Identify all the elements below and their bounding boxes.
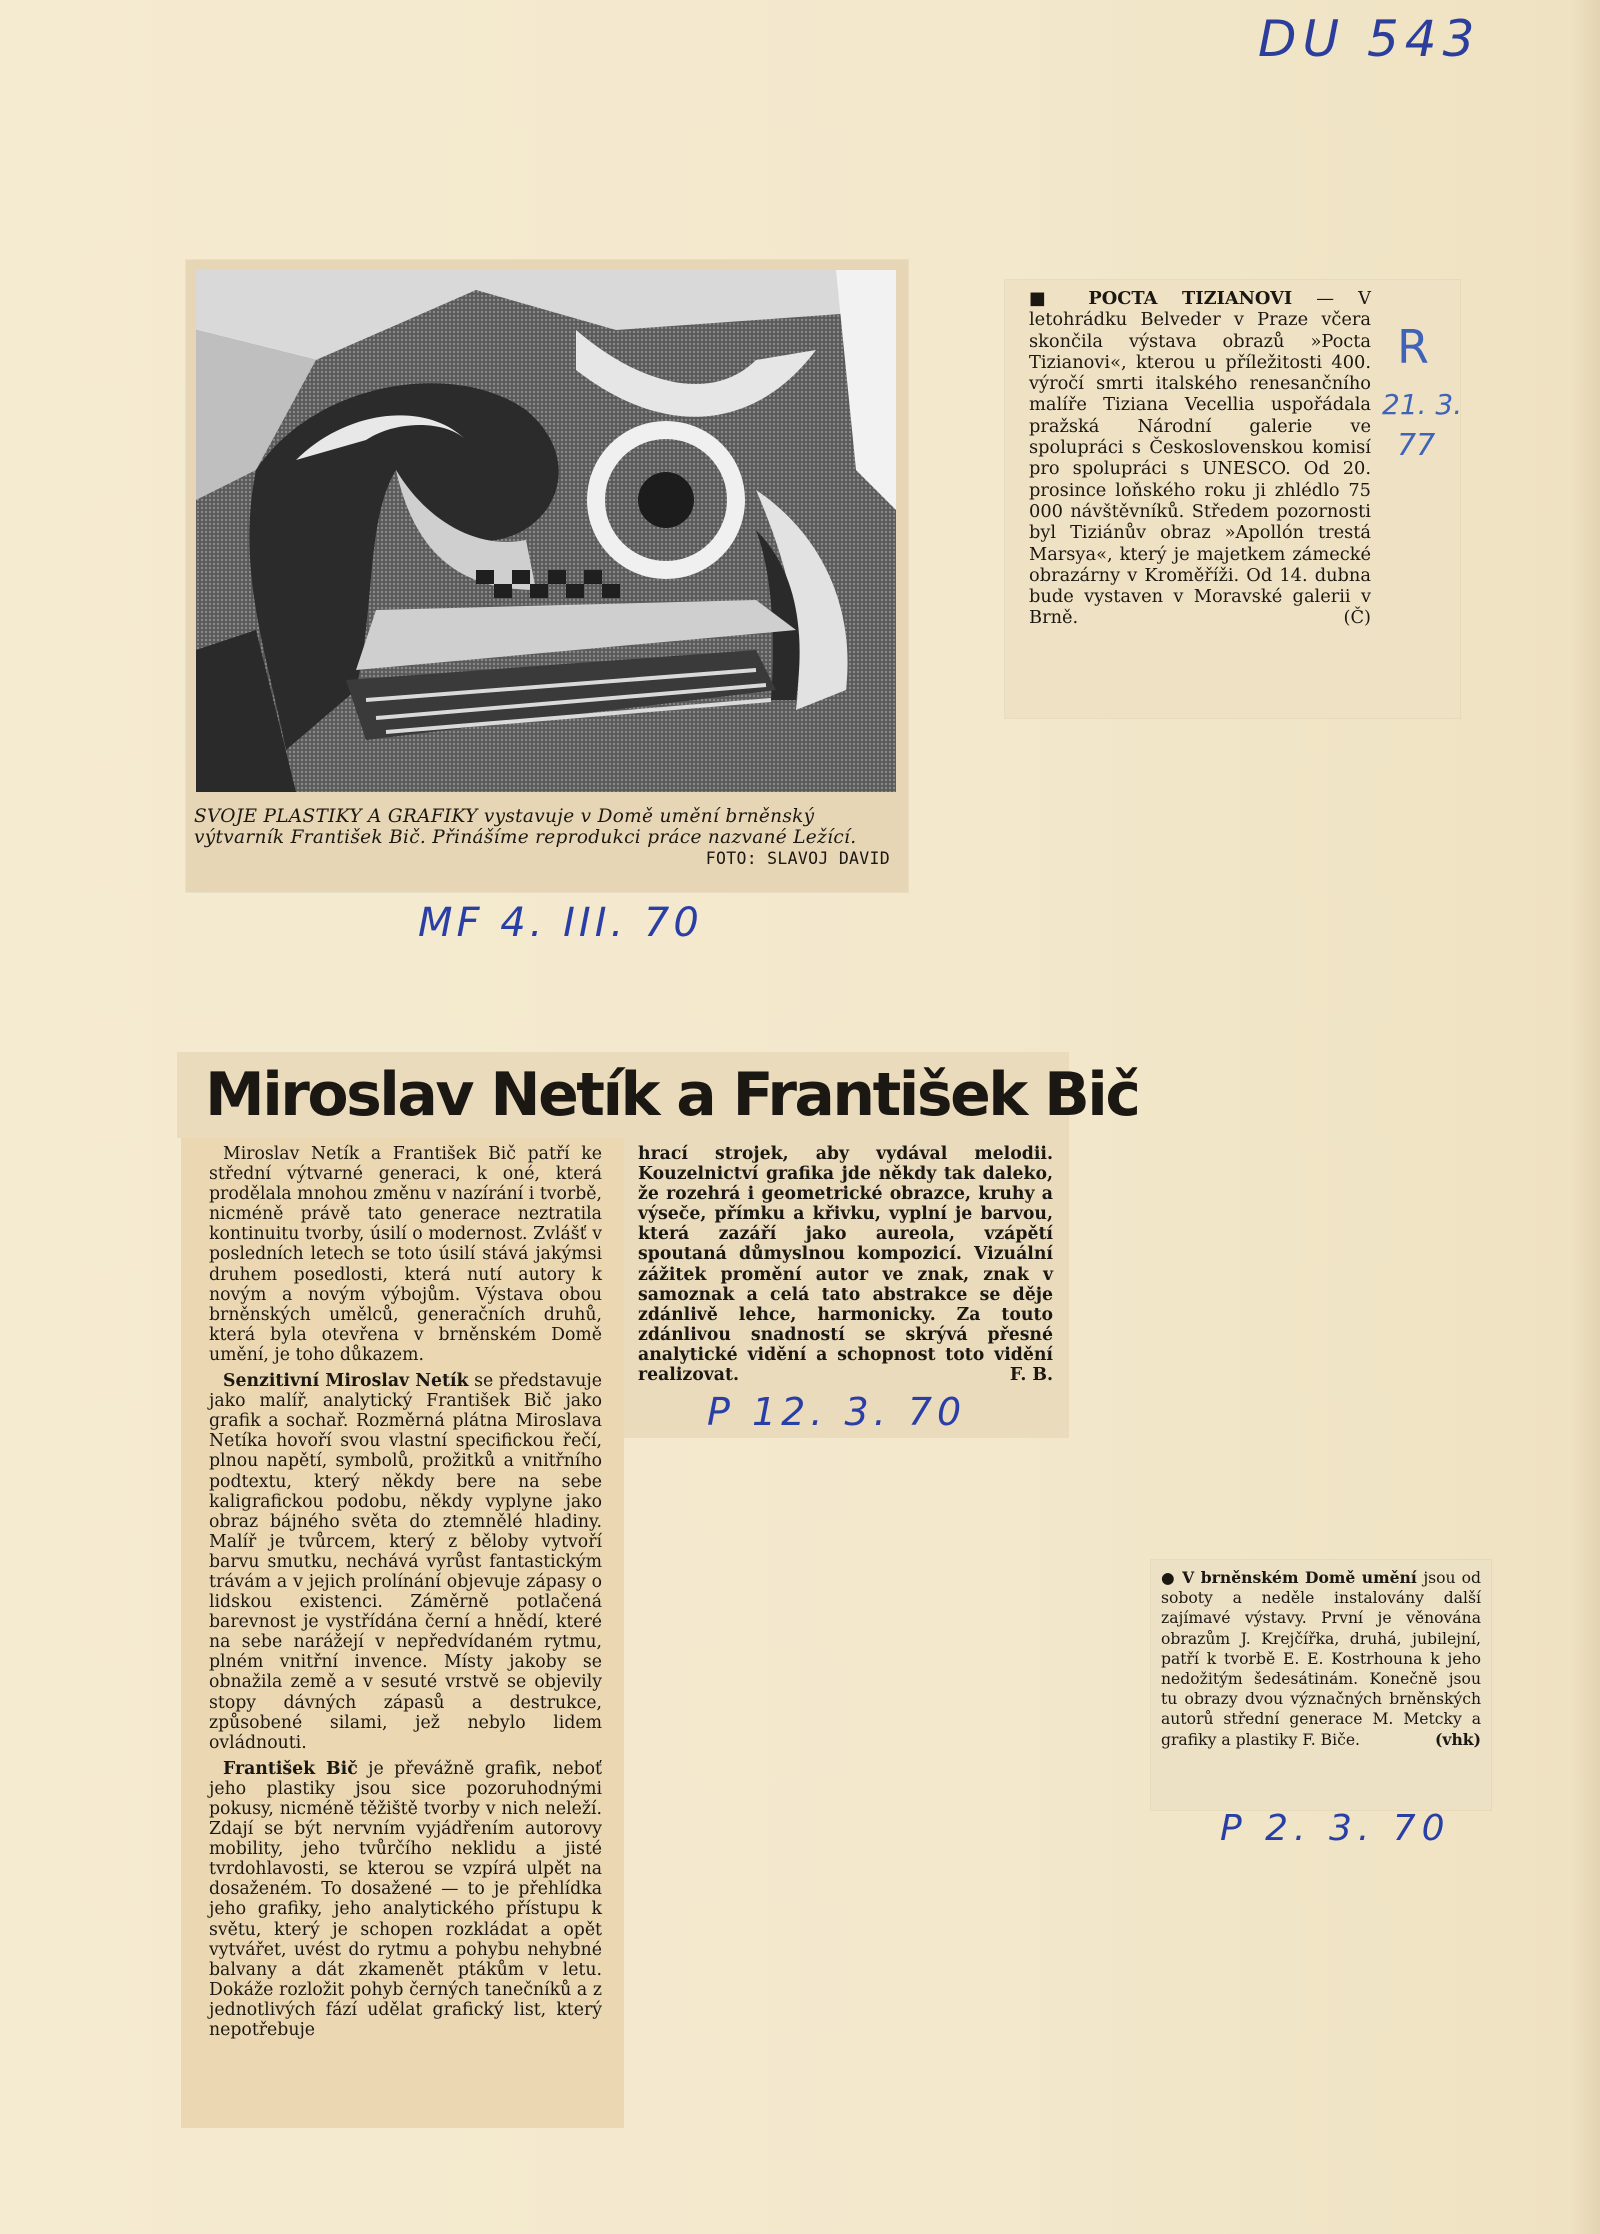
photo-caption [194,806,894,868]
article-column-left [181,1138,624,2128]
archive-mark: DU 543 [1258,10,1481,68]
artwork-reproduction-photo [196,270,896,792]
article-paragraph: Miroslav Netík a František Bič patří ke střední výtvarné generaci, k oné, která prodělala mnohou změnu v nazírání i tvorbě, nicméně právě tato generace neztratila kontinuitu tvorby, úsilí o modernost. Zvlášť v posledních letech se toto úsilí stává jakýmsi druhem posedlosti, která nutí autory k novým a novým výbojům. Výstava obou brněnských umělců, generačních druhů, která byla otevřena v brněnském Domě umění, je toho důkazem. [209,1144,602,1365]
photo-clipping [186,260,908,892]
notice-body: jsou od soboty a neděle instalovány další zajímavé výstavy. První je věnována obrazům J. Krejčířka, druhá, jubilejní, patří k tvorbě E. E. Kostrhouna k jeho nedožitým šedesátinám. Konečně jsou tu obrazy dvou význačných brněnských autorů střední generace M. Metcky a grafiky a plastiky F. Biče. [1161,1569,1481,1749]
notice-lead: V brněnském Domě umění [1182,1568,1417,1587]
dum-umeni-notice-clipping [1151,1560,1491,1810]
article-headline: Miroslav Netík a František Bič [177,1052,1069,1138]
article-paragraph [638,1144,1053,1385]
page-edge-shadow [1570,0,1600,2234]
photo-caption-lead: SVOJE PLASTIKY A GRAFIKY [194,806,478,827]
pocta-handwritten-source: R [1397,320,1429,374]
pocta-handwritten-date-1: 21. 3. [1382,388,1463,421]
photo-clipping-handwritten-date: MF 4. III. 70 [418,900,703,946]
pocta-tizianovi-lead: POCTA TIZIANOVI [1088,288,1293,309]
article-paragraph-body: se představuje jako malíř, analytický František Bič jako grafik a sochař. Rozměrná plátna Miroslava Netíka hovoří svou vlastní specifickou řečí, plnou napětí, symbolů, prožitků a vnitřního podtextu, který někdy bere na sebe kaligrafickou podobu, někdy vyplyne jako obraz bájného světa do ztemnělé hladiny. Malíř je tvůrcem, který z běloby vytvoří barvu smutku, nechává vyrůst fantastickým trávám a v jejich prolínání objevuje zápasy o lidskou existenci. Záměrně potlačená barevnost je vystřídána černí a hnědí, které na sebe narážejí v nepředvídaném rytmu, plném vnitřní invence. Místy jakoby se obnažila země a v sesuté vrstvě se objevily stopy dávných zápasů a destrukce, způsobené silami, jež nebylo lidem ovládnouti. [209,1371,603,1753]
article-signature: F. B. [1009,1365,1053,1386]
artwork-image [196,270,896,792]
article-clipping [177,1052,1139,2128]
pocta-handwritten-date-2: 77 [1397,428,1436,463]
notice-signature: (vhk) [1435,1729,1481,1749]
pocta-tizianovi-body: — V letohrádku Belveder v Praze včera skončila výstava obrazů »Pocta Tizianovi«, kterou u příležitosti 400. výročí smrti italského renesančního malíře Tiziana Vecellia uspořádala pražská Národní galerie ve spolupráci s Československou komisí pro spolupráci s UNESCO. Od 20. prosince loňského roku ji zhlédlo 75 000 návštěvníků. Středem pozornosti byl Tiziánův obraz »Apollón trestá Marsya«, který je majetkem zámecké obrazárny v Kroměříži. Od 14. dubna bude vystaven v Moravské galerii v Brně. [1029,288,1372,629]
article-paragraph-body: je převážně grafik, neboť jeho plastiky jsou sice pozoruhodnými pokusy, nicméně těžiště tvorby v nich neleží. Zdají se být nervním vyjádřením autorovy mobility, jeho tvůrčího neklidu a jisté tvrdohlavosti, se kterou se vzpírá ulpět na dosaženém. To dosažené — to je přehlídka jeho grafiky, jeho analytického přístupu k světu, který je schopen rozkládat a opět vytvářet, uvést do rytmu a pohybu nehybné balvany a dát zkamenět ptákům v letu. Dokáže rozložit pohyb černých tanečníků a z jednotlivých fází udělat grafický list, který nepotřebuje [209,1758,603,2041]
article-handwritten-date: P 12. 3. 70 [707,1390,967,1434]
pocta-tizianovi-text [1029,288,1371,629]
article-paragraph-body: hrací strojek, aby vydával melodii. Kouzelnictví grafika jde někdy tak daleko, že rozehrá i geometrické obrazce, kruhy a výseče, přímku a křivku, vyplní je barvou, která zazáří jako aureola, vzápětí spoutaná důmyslnou kompozicí. Vizuální zážitek promění autor ve znak, znak v samoznak a celá tato abstrakce se děje zdánlivě lehce, harmonicky. Za touto zdánlivou snadností se skrývá přesné analytické vidění a schopnost toto vidění realizovat. [638,1144,1053,1386]
article-paragraph [209,1759,602,2040]
notice-text [1161,1568,1481,1750]
bullet-dot-icon: ● [1161,1568,1183,1587]
article-paragraph-lead: Senzitivní Miroslav Netík [223,1371,469,1392]
pocta-tizianovi-signature: (Č) [1343,607,1371,629]
bullet-square-icon: ■ [1029,288,1089,309]
article-paragraph [209,1371,602,1753]
pocta-tizianovi-clipping [1005,280,1463,718]
photo-caption-body: vystavuje v Domě umění brněnský výtvarník František Bič. Přinášíme reprodukci práce nazvané Ležící. [194,806,857,848]
photo-credit: FOTO: SLAVOJ DAVID [705,849,890,868]
article-paragraph-lead: František Bič [223,1758,358,1779]
notice-handwritten-date: P 2. 3. 70 [1220,1808,1451,1849]
